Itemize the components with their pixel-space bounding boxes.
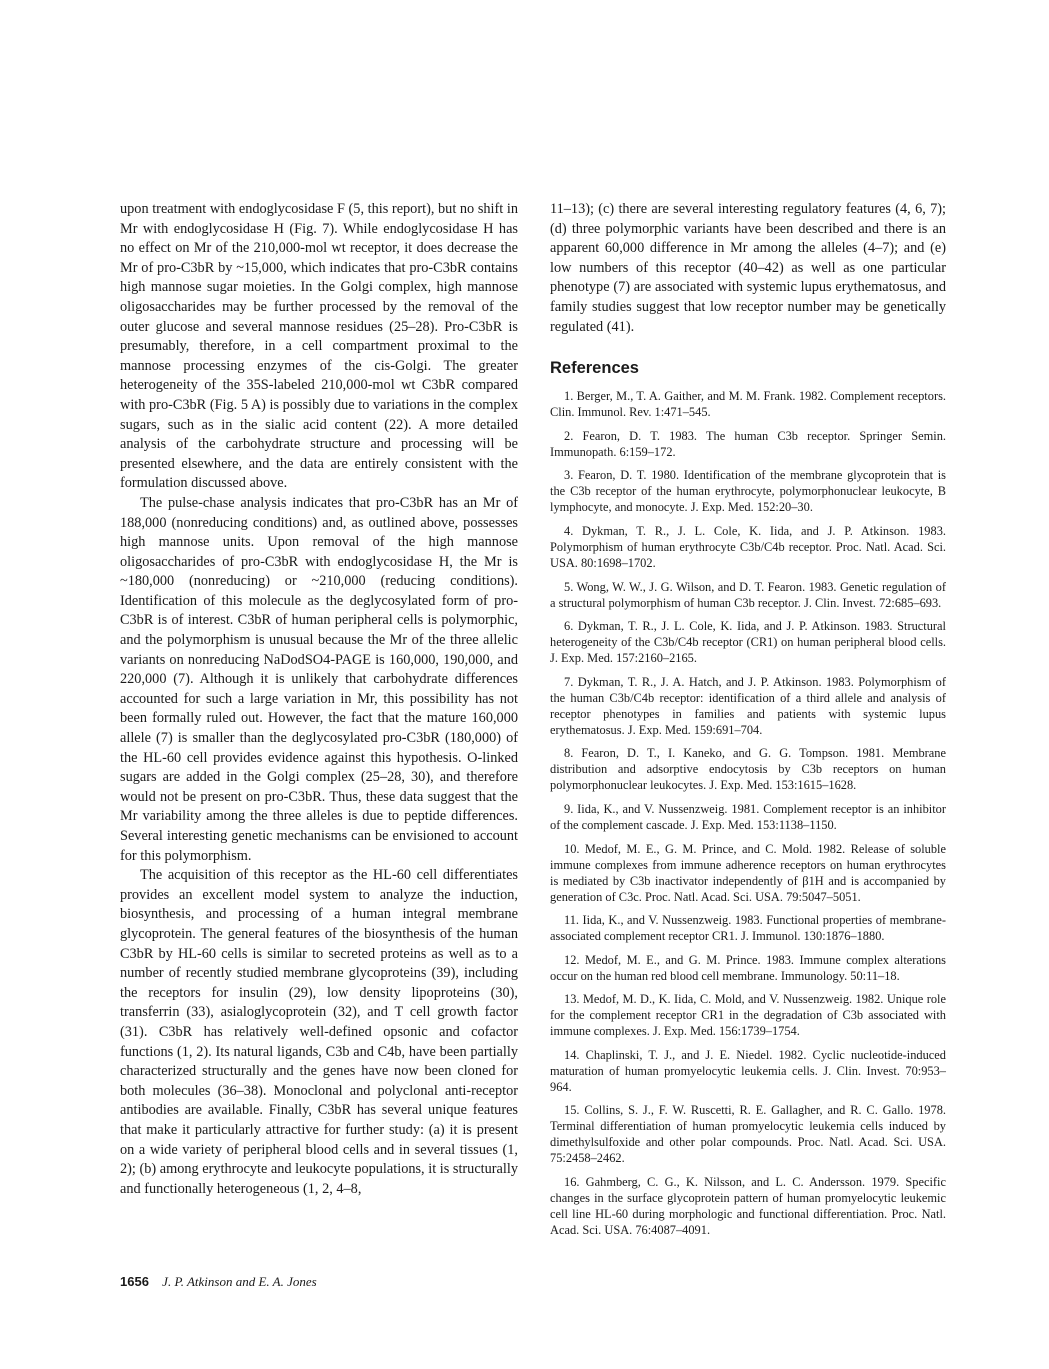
reference-item: 1. Berger, M., T. A. Gaither, and M. M. Frank. 1982. Complement receptors. Clin. Immunol. Rev. 1:471–545. <box>550 389 946 420</box>
reference-item: 7. Dykman, T. R., J. A. Hatch, and J. P. Atkinson. 1983. Polymorphism of the human C3b/C4b receptor: identification of a third allele and analysis of receptor phenotypes in families and patients with systemic lupus erythematosus. J. Exp. Med. 159:691–704. <box>550 674 946 737</box>
reference-item: 5. Wong, W. W., J. G. Wilson, and D. T. Fearon. 1983. Genetic regulation of a structural polymorphism of human C3b receptor. J. Clin. Invest. 72:685–693. <box>550 579 946 610</box>
reference-item: 15. Collins, S. J., F. W. Ruscetti, R. E. Gallagher, and R. C. Gallo. 1978. Terminal differentiation of human promyelocytic leukemia cells induced by dimethylsulfoxide and other polar compounds. Proc. Natl. Acad. Sci. USA. 75:2458–2462. <box>550 1103 946 1166</box>
references-heading: References <box>550 359 639 378</box>
references-list <box>550 388 946 1238</box>
reference-item: 14. Chaplinski, T. J., and J. E. Niedel. 1982. Cyclic nucleotide-induced maturation of human promyelocytic leukemia cells. J. Clin. Invest. 70:953–964. <box>550 1047 946 1094</box>
reference-item: 13. Medof, M. D., K. Iida, C. Mold, and V. Nussenzweig. 1982. Unique role for the complement receptor CR1 in the degradation of C3b associated with immune complexes. J. Exp. Med. 156:1739–1754. <box>550 992 946 1039</box>
page-number: 1656 <box>120 1274 149 1289</box>
body-paragraph: The acquisition of this receptor as the HL-60 cell differentiates provides an excellent model system to analyze the induction, biosynthesis, and processing of a human integral membrane glycoprotein. The general features of the biosynthesis of the human C3bR by HL-60 cells is similar to secreted proteins as well as to a number of recently studied membrane glycoproteins (39), including the receptors for insulin (29), low density lipoproteins (30), transferrin (33), asialoglycoprotein (32), and T cell growth factor (31). C3bR has relatively well-defined opsonic and cofactor functions (1, 2). Its natural ligands, C3b and C4b, have been partially characterized structurally and the genes have now been cloned for both molecules (36–38). Monoclonal and polyclonal anti-receptor antibodies are available. Finally, C3bR has several unique features that make it particularly attractive for further study: (a) it is present on a wide variety of peripheral blood cells and in several tissues (1, 2); (b) among erythrocyte and leukocyte populations, it is structurally and functionally heterogeneous (1, 2, 4–8, <box>120 867 518 1197</box>
reference-item: 4. Dykman, T. R., J. L. Cole, K. Iida, and J. P. Atkinson. 1983. Polymorphism of human erythrocyte C3b/C4b receptor. Proc. Natl. Acad. Sci. USA. 80:1698–1702. <box>550 523 946 570</box>
left-column <box>120 200 518 1199</box>
body-paragraph: upon treatment with endoglycosidase F (5, this report), but no shift in Mr with endoglycosidase H (Fig. 7). While endoglycosidase H has no effect on Mr of the 210,000-mol wt receptor, it does decrease the Mr of pro-C3bR by ~15,000, which indicates that pro-C3bR contains high mannose sugar moieties. In the Golgi complex, high mannose oligosaccharides may be further processed by the removal of the outer glucose and several mannose residues (25–28). Pro-C3bR is presumably, therefore, in a cell compartment proximal to the mannose processing enzymes of the cis-Golgi. The greater heterogeneity of the 35S-labeled 210,000-mol wt C3bR compared with pro-C3bR (Fig. 5 A) is possibly due to variations in the complex sugars, such as in the sialic acid content (22). A more detailed analysis of the carbohydrate structure and processing will be presented elsewhere, and the data are entirely consistent with the formulation discussed above. <box>120 201 518 492</box>
reference-item: 16. Gahmberg, C. G., K. Nilsson, and L. C. Andersson. 1979. Specific changes in the surface glycoprotein pattern of human promyelocytic leukemic cell line HL-60 during morphologic and functional differentiation. Proc. Natl. Acad. Sci. USA. 76:4087–4091. <box>550 1175 946 1238</box>
page-footer <box>120 1274 317 1290</box>
right-column <box>550 200 946 1246</box>
reference-item: 9. Iida, K., and V. Nussenzweig. 1981. Complement receptor is an inhibitor of the complement cascade. J. Exp. Med. 153:1138–1150. <box>550 801 946 832</box>
reference-item: 11. Iida, K., and V. Nussenzweig. 1983. Functional properties of membrane-associated complement receptor CR1. J. Immunol. 130:1876–1880. <box>550 913 946 944</box>
reference-item: 12. Medof, M. E., and G. M. Prince. 1983. Immune complex alterations occur on the human red blood cell membrane. Immunology. 50:11–18. <box>550 952 946 983</box>
reference-item: 2. Fearon, D. T. 1983. The human C3b receptor. Springer Semin. Immunopath. 6:159–172. <box>550 428 946 459</box>
running-authors: J. P. Atkinson and E. A. Jones <box>162 1274 317 1289</box>
body-paragraph: The pulse-chase analysis indicates that pro-C3bR has an Mr of 188,000 (nonreducing conditions) and, as outlined above, possesses high mannose units. Upon removal of the high mannose oligosaccharides of pro-C3bR with endoglycosidase H, the Mr is ~180,000 (nonreducing) or ~210,000 (reducing conditions). Identification of this molecule as the deglycosylated form of pro-C3bR is of interest. C3bR of human peripheral cells is polymorphic, and the polymorphism is unusual because the Mr of the three allelic variants on nonreducing NaDodSO4-PAGE is 160,000, 190,000, and 220,000 (7). Although it is unlikely that carbohydrate differences accounted for such a large variation in Mr, this possibility has not been formally ruled out. However, the fact that the mature 160,000 allele (7) is smaller than the deglycosylated pro-C3bR (180,000) of the HL-60 cell provides evidence against this hypothesis. O-linked sugars are added in the Golgi complex (25–28, 30), and therefore would not be present on pro-C3bR. Thus, these data suggest that the Mr variability among the three alleles is due to peptide differences. Several interesting genetic mechanisms can be envisioned to account for this polymorphism. <box>120 494 518 864</box>
reference-item: 8. Fearon, D. T., I. Kaneko, and G. G. Tompson. 1981. Membrane distribution and adsorptive endocytosis by C3b receptors on human polymorphonuclear leukocytes. J. Exp. Med. 153:1615–1628. <box>550 746 946 793</box>
reference-item: 6. Dykman, T. R., J. L. Cole, K. Iida, and J. P. Atkinson. 1983. Structural heterogeneity of the C3b/C4b receptor (CR1) on human peripheral blood cells. J. Exp. Med. 157:2160–2165. <box>550 619 946 666</box>
body-paragraph-continuation: 11–13); (c) there are several interesting regulatory features (4, 6, 7); (d) three polymorphic variants have been described and there is an apparent 60,000 difference in Mr among the alleles (4–7); and (e) low numbers of this receptor (40–42) as well as one particular phenotype (7) are associated with systemic lupus erythematosus, and family studies suggest that low receptor number may be genetically regulated (41). <box>550 201 946 335</box>
reference-item: 3. Fearon, D. T. 1980. Identification of the membrane glycoprotein that is the C3b receptor of the human erythrocyte, polymorphonuclear leukocyte, B lymphocyte, and monocyte. J. Exp. Med. 152:20–30. <box>550 468 946 515</box>
reference-item: 10. Medof, M. E., G. M. Prince, and C. Mold. 1982. Release of soluble immune complexes from immune adherence receptors on human erythrocytes is mediated by C3b inactivator independently of β1H and is accompanied by generation of C3c. Proc. Natl. Acad. Sci. USA. 79:5047–5051. <box>550 841 946 904</box>
